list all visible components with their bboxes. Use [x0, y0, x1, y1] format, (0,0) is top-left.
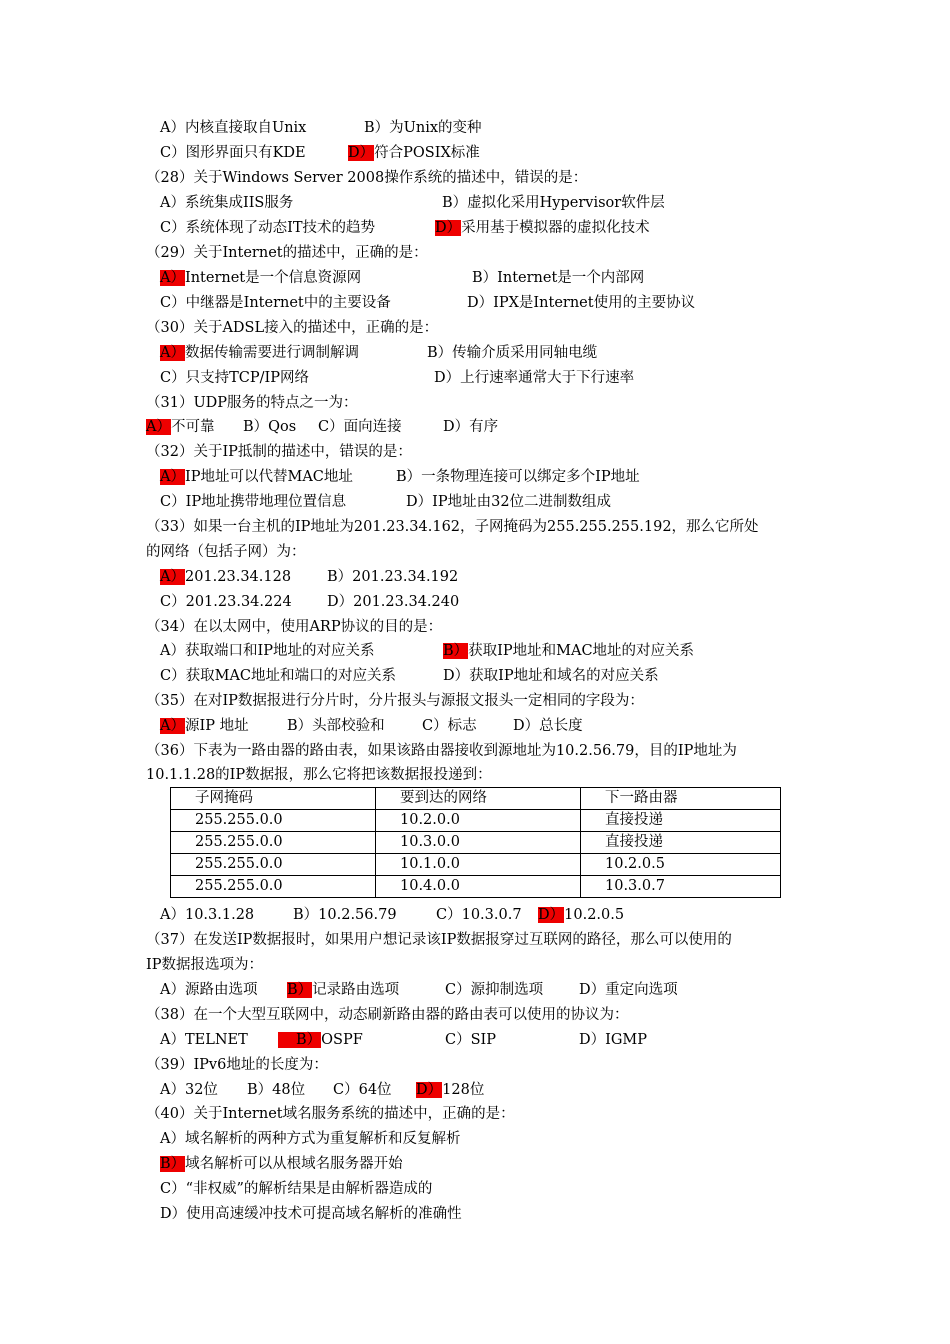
answer-highlight: A） — [146, 419, 171, 435]
q30-options-row1 — [160, 343, 598, 363]
q27-option-b: B）为Unix的变种 — [364, 120, 482, 136]
q39-options — [160, 1080, 485, 1100]
q36-options — [160, 905, 625, 925]
q35-option-d: D）总长度 — [513, 718, 583, 734]
q37-option-a: A）源路由选项 — [160, 982, 258, 998]
q29-options-row2 — [160, 293, 696, 313]
q37-options — [160, 980, 678, 1000]
q33-option-a: A）201.23.34.128 — [160, 569, 292, 585]
q29-option-c: C）中继器是Internet中的主要设备 — [160, 295, 391, 311]
q40-option-d: D）使用高速缓冲技术可提高域名解析的准确性 — [160, 1206, 462, 1222]
q27-option-a: A）内核直接取自Unix — [160, 120, 307, 136]
q34-option-d: D）获取IP地址和域名的对应关系 — [443, 668, 659, 684]
answer-highlight: B） — [278, 1032, 321, 1048]
table-cell: 10.4.0.0 — [376, 876, 581, 898]
answer-highlight: B） — [287, 982, 313, 998]
q33-stem-line2: 的网络（包括子网）为： — [146, 544, 306, 560]
answer-highlight: A） — [160, 469, 185, 485]
q33-option-b: B）201.23.34.192 — [327, 569, 459, 585]
q32-options-row1 — [160, 467, 640, 487]
table-cell: 255.255.0.0 — [171, 810, 376, 832]
q38-stem: （38）在一个大型互联网中，动态刷新路由器的路由表可以使用的协议为： — [146, 1007, 629, 1023]
q28-option-d: D）采用基于模拟器的虚拟化技术 — [435, 220, 650, 236]
answer-highlight: A） — [160, 270, 185, 286]
q36-option-b: B）10.2.56.79 — [293, 907, 397, 923]
answer-highlight: A） — [160, 569, 185, 585]
q33-stem-line1: （33）如果一台主机的IP地址为201.23.34.162，子网掩码为255.255.255.192，那么它所处 — [146, 519, 759, 535]
q28-option-a: A）系统集成IIS服务 — [160, 195, 294, 211]
table-header-row — [171, 788, 781, 810]
q34-stem: （34）在以太网中，使用ARP协议的目的是： — [146, 619, 443, 635]
q27-option-c: C）图形界面只有KDE — [160, 145, 306, 161]
q37-stem-line1: （37）在发送IP数据报时，如果用户想记录该IP数据报穿过互联网的路径，那么可以使用的 — [146, 932, 732, 948]
table-row — [171, 876, 781, 898]
q38-option-a: A）TELNET — [160, 1032, 248, 1048]
q31-stem: （31）UDP服务的特点之一为： — [146, 395, 358, 411]
table-header: 要到达的网络 — [376, 788, 581, 810]
q36-stem-line2: 10.1.1.28的IP数据报，那么它将把该数据报投递到： — [146, 767, 492, 783]
q40-option-c: C）“非权威”的解析结果是由解析器造成的 — [160, 1181, 433, 1197]
q39-option-d: D）128位 — [416, 1082, 485, 1098]
q34-options-row2 — [160, 666, 659, 686]
q33-options-row1 — [160, 567, 459, 587]
table-cell: 10.1.0.0 — [376, 854, 581, 876]
q34-options-row1 — [160, 641, 695, 661]
table-header: 子网掩码 — [171, 788, 376, 810]
q28-options-row1 — [160, 193, 665, 213]
q30-stem: （30）关于ADSL接入的描述中，正确的是： — [146, 320, 439, 336]
q30-option-b: B）传输介质采用同轴电缆 — [427, 345, 598, 361]
q27-option-d: D）符合POSIX标准 — [348, 145, 480, 161]
q36-option-d: D）10.2.0.5 — [538, 907, 625, 923]
q37-option-c: C）源抑制选项 — [445, 982, 544, 998]
q29-option-b: B）Internet是一个内部网 — [472, 270, 645, 286]
q30-option-d: D）上行速率通常大于下行速率 — [434, 370, 635, 386]
table-row — [171, 854, 781, 876]
q37-option-b: B）记录路由选项 — [287, 982, 400, 998]
answer-highlight: D） — [538, 907, 565, 923]
q35-option-b: B）头部校验和 — [287, 718, 385, 734]
q32-option-d: D）IP地址由32位二进制数组成 — [406, 494, 612, 510]
q35-options — [160, 716, 583, 736]
routing-table — [170, 787, 781, 898]
table-cell: 255.255.0.0 — [171, 832, 376, 854]
q38-options — [160, 1030, 648, 1050]
q28-option-b: B）虚拟化采用Hypervisor软件层 — [442, 195, 665, 211]
q35-option-a: A）源IP 地址 — [160, 718, 249, 734]
q39-option-a: A）32位 — [160, 1082, 218, 1098]
q40-stem: （40）关于Internet域名服务系统的描述中，正确的是： — [146, 1106, 515, 1122]
q38-option-d: D）IGMP — [579, 1032, 648, 1048]
q29-option-a: A）Internet是一个信息资源网 — [160, 270, 362, 286]
q38-option-b: B）OSPF — [278, 1030, 363, 1050]
q28-options-row2 — [160, 218, 650, 238]
q32-option-a: A）IP地址可以代替MAC地址 — [160, 469, 353, 485]
q31-option-c: C）面向连接 — [318, 419, 402, 435]
q29-options-row1 — [160, 268, 645, 288]
q30-options-row2 — [160, 368, 635, 388]
table-cell: 255.255.0.0 — [171, 854, 376, 876]
q37-option-d: D）重定向选项 — [579, 982, 678, 998]
q33-options-row2 — [160, 592, 460, 612]
q27-options-row1 — [160, 118, 482, 138]
q31-option-d: D）有序 — [443, 419, 499, 435]
q39-stem: （39）IPv6地址的长度为： — [146, 1057, 328, 1073]
q28-stem: （28）关于Windows Server 2008操作系统的描述中，错误的是： — [146, 170, 588, 186]
q40-option-b: B）域名解析可以从根域名服务器开始 — [160, 1156, 403, 1172]
q30-option-c: C）只支持TCP/IP网络 — [160, 370, 309, 386]
q32-options-row2 — [160, 492, 612, 512]
table-cell: 255.255.0.0 — [171, 876, 376, 898]
q33-option-d: D）201.23.34.240 — [327, 594, 460, 610]
answer-highlight: D） — [416, 1082, 443, 1098]
q36-option-a: A）10.3.1.28 — [160, 907, 255, 923]
q36-stem-line1: （36）下表为一路由器的路由表，如果该路由器接收到源地址为10.2.56.79，目的IP地址为 — [146, 743, 737, 759]
table-cell: 10.3.0.0 — [376, 832, 581, 854]
table-row — [171, 810, 781, 832]
table-cell: 直接投递 — [581, 810, 781, 832]
q31-option-a: A）不可靠 — [146, 419, 215, 435]
q27-options-row2 — [160, 143, 480, 163]
q38-option-c: C）SIP — [445, 1032, 497, 1048]
answer-highlight: A） — [160, 345, 185, 361]
table-cell: 直接投递 — [581, 832, 781, 854]
q39-option-c: C）64位 — [333, 1082, 392, 1098]
q31-option-b: B）Qos — [243, 419, 297, 435]
table-cell: 10.3.0.7 — [581, 876, 781, 898]
q39-option-b: B）48位 — [247, 1082, 306, 1098]
answer-highlight: D） — [435, 220, 462, 236]
table-row — [171, 832, 781, 854]
q34-option-a: A）获取端口和IP地址的对应关系 — [160, 643, 375, 659]
q29-option-d: D）IPX是Internet使用的主要协议 — [467, 295, 696, 311]
table-header: 下一路由器 — [581, 788, 781, 810]
answer-highlight: D） — [348, 145, 375, 161]
q35-stem: （35）在对IP数据报进行分片时，分片报头与源报文报头一定相同的字段为： — [146, 693, 644, 709]
q31-options — [146, 417, 499, 437]
answer-highlight: B） — [443, 643, 469, 659]
answer-highlight: B） — [160, 1156, 186, 1172]
q37-stem-line2: IP数据报选项为： — [146, 957, 263, 973]
q32-stem: （32）关于IP抵制的描述中，错误的是： — [146, 444, 412, 460]
q32-option-c: C）IP地址携带地理位置信息 — [160, 494, 347, 510]
q32-option-b: B）一条物理连接可以绑定多个IP地址 — [396, 469, 640, 485]
answer-highlight: A） — [160, 718, 185, 734]
q33-option-c: C）201.23.34.224 — [160, 594, 292, 610]
q35-option-c: C）标志 — [422, 718, 477, 734]
q28-option-c: C）系统体现了动态IT技术的趋势 — [160, 220, 375, 236]
q29-stem: （29）关于Internet的描述中，正确的是： — [146, 245, 428, 261]
q40-option-a: A）域名解析的两种方式为重复解析和反复解析 — [160, 1131, 461, 1147]
q30-option-a: A）数据传输需要进行调制解调 — [160, 345, 359, 361]
q36-option-c: C）10.3.0.7 — [436, 907, 522, 923]
table-cell: 10.2.0.5 — [581, 854, 781, 876]
q34-option-b: B）获取IP地址和MAC地址的对应关系 — [443, 643, 695, 659]
q34-option-c: C）获取MAC地址和端口的对应关系 — [160, 668, 397, 684]
table-cell: 10.2.0.0 — [376, 810, 581, 832]
